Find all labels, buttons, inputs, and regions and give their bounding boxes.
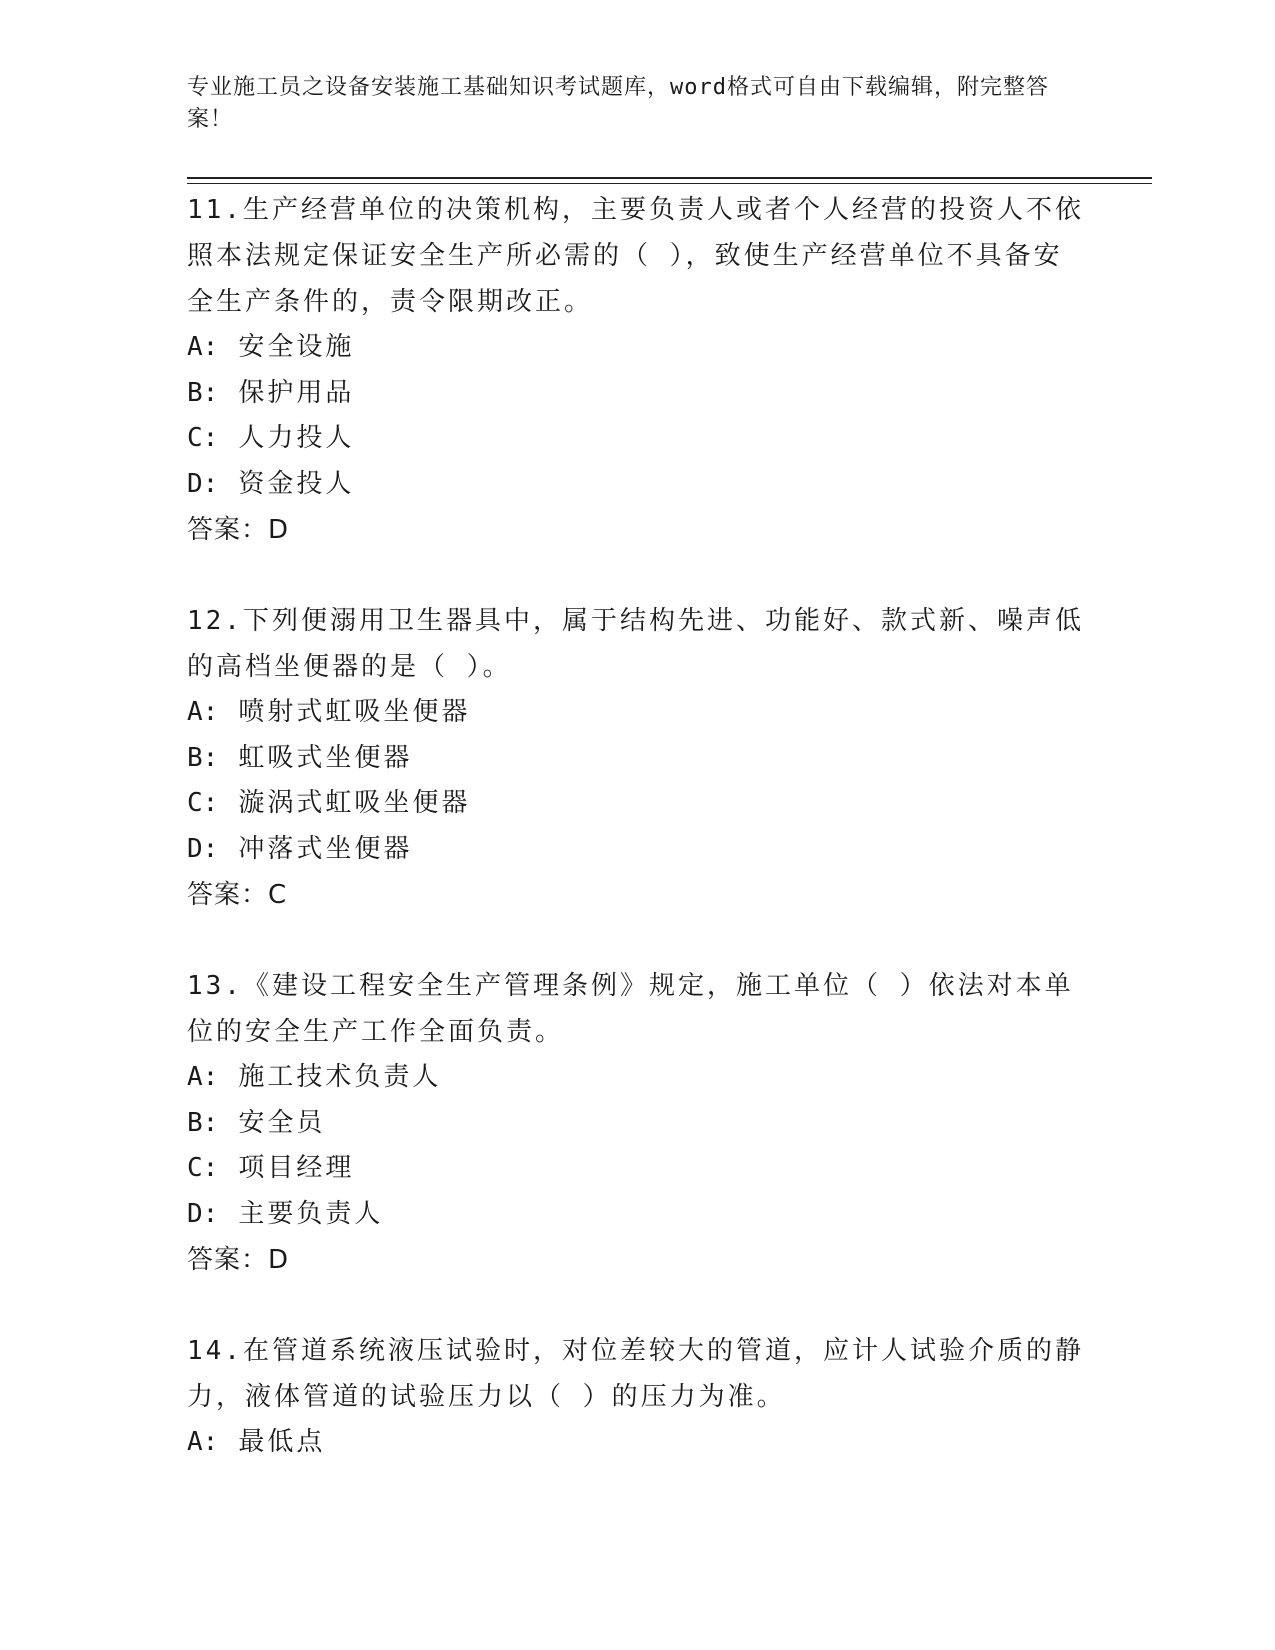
question-11: [187, 187, 1087, 553]
option-key: A:: [187, 697, 219, 727]
option-key: A:: [187, 1427, 219, 1457]
option-key: B:: [187, 742, 219, 773]
answer-line: 答案：D: [187, 1245, 290, 1275]
option-text: 最低点: [238, 1427, 326, 1457]
question-list: [187, 187, 1087, 1511]
option-text: 冲落式坐便器: [238, 833, 413, 864]
question-14: [187, 1328, 1087, 1466]
option-a: [187, 1420, 1087, 1466]
option-text: 人力投人: [238, 423, 355, 453]
option-d: [187, 827, 1087, 873]
option-key: C:: [187, 788, 219, 818]
document-header: 专业施工员之设备安装施工基础知识考试题库，word格式可自由下载编辑，附完整答案！: [187, 75, 1049, 132]
question-13: [187, 963, 1087, 1283]
option-key: C:: [187, 1153, 219, 1183]
answer-line: 答案：D: [187, 515, 290, 545]
header-rule-thick: [187, 177, 1152, 179]
option-key: A:: [187, 1062, 219, 1092]
option-text: 主要负责人: [238, 1198, 384, 1229]
option-a: [187, 1055, 1087, 1101]
option-text: 资金投人: [238, 468, 355, 499]
answer-line: 答案：C: [187, 880, 288, 910]
question-stem: 12.下列便溺用卫生器具中，属于结构先进、功能好、款式新、噪声低的高档坐便器的是（ ）。: [187, 606, 1084, 682]
option-text: 虹吸式坐便器: [238, 742, 413, 773]
header-rule-thin: [187, 183, 1152, 184]
option-c: [187, 416, 1087, 462]
option-c: [187, 781, 1087, 827]
option-text: 安全设施: [238, 332, 355, 362]
option-text: 保护用品: [238, 377, 355, 408]
option-a: [187, 690, 1087, 736]
option-text: 喷射式虹吸坐便器: [238, 697, 471, 727]
question-12: [187, 598, 1087, 918]
option-a: [187, 325, 1087, 371]
question-stem: 13.《建设工程安全生产管理条例》规定，施工单位（ ）依法对本单位的安全生产工作全面负责。: [187, 971, 1074, 1047]
option-key: B:: [187, 1107, 219, 1138]
option-text: 项目经理: [238, 1153, 355, 1183]
option-b: [187, 736, 1087, 782]
option-key: D:: [187, 1198, 219, 1229]
option-key: D:: [187, 468, 219, 499]
option-key: C:: [187, 423, 219, 453]
option-d: [187, 1192, 1087, 1238]
option-key: D:: [187, 833, 219, 864]
option-text: 漩涡式虹吸坐便器: [238, 788, 471, 818]
question-stem: 14.在管道系统液压试验时，对位差较大的管道，应计人试验介质的静力，液体管道的试验压力以（ ）的压力为准。: [187, 1336, 1084, 1412]
option-text: 安全员: [238, 1107, 326, 1138]
option-b: [187, 1101, 1087, 1147]
option-d: [187, 462, 1087, 508]
option-key: A:: [187, 332, 219, 362]
option-b: [187, 371, 1087, 417]
question-stem: 11.生产经营单位的决策机构，主要负责人或者个人经营的投资人不依照本法规定保证安全生产所必需的（ ），致使生产经营单位不具备安全生产条件的，责令限期改正。: [187, 195, 1084, 317]
option-key: B:: [187, 377, 219, 408]
option-text: 施工技术负责人: [238, 1062, 442, 1092]
option-c: [187, 1146, 1087, 1192]
